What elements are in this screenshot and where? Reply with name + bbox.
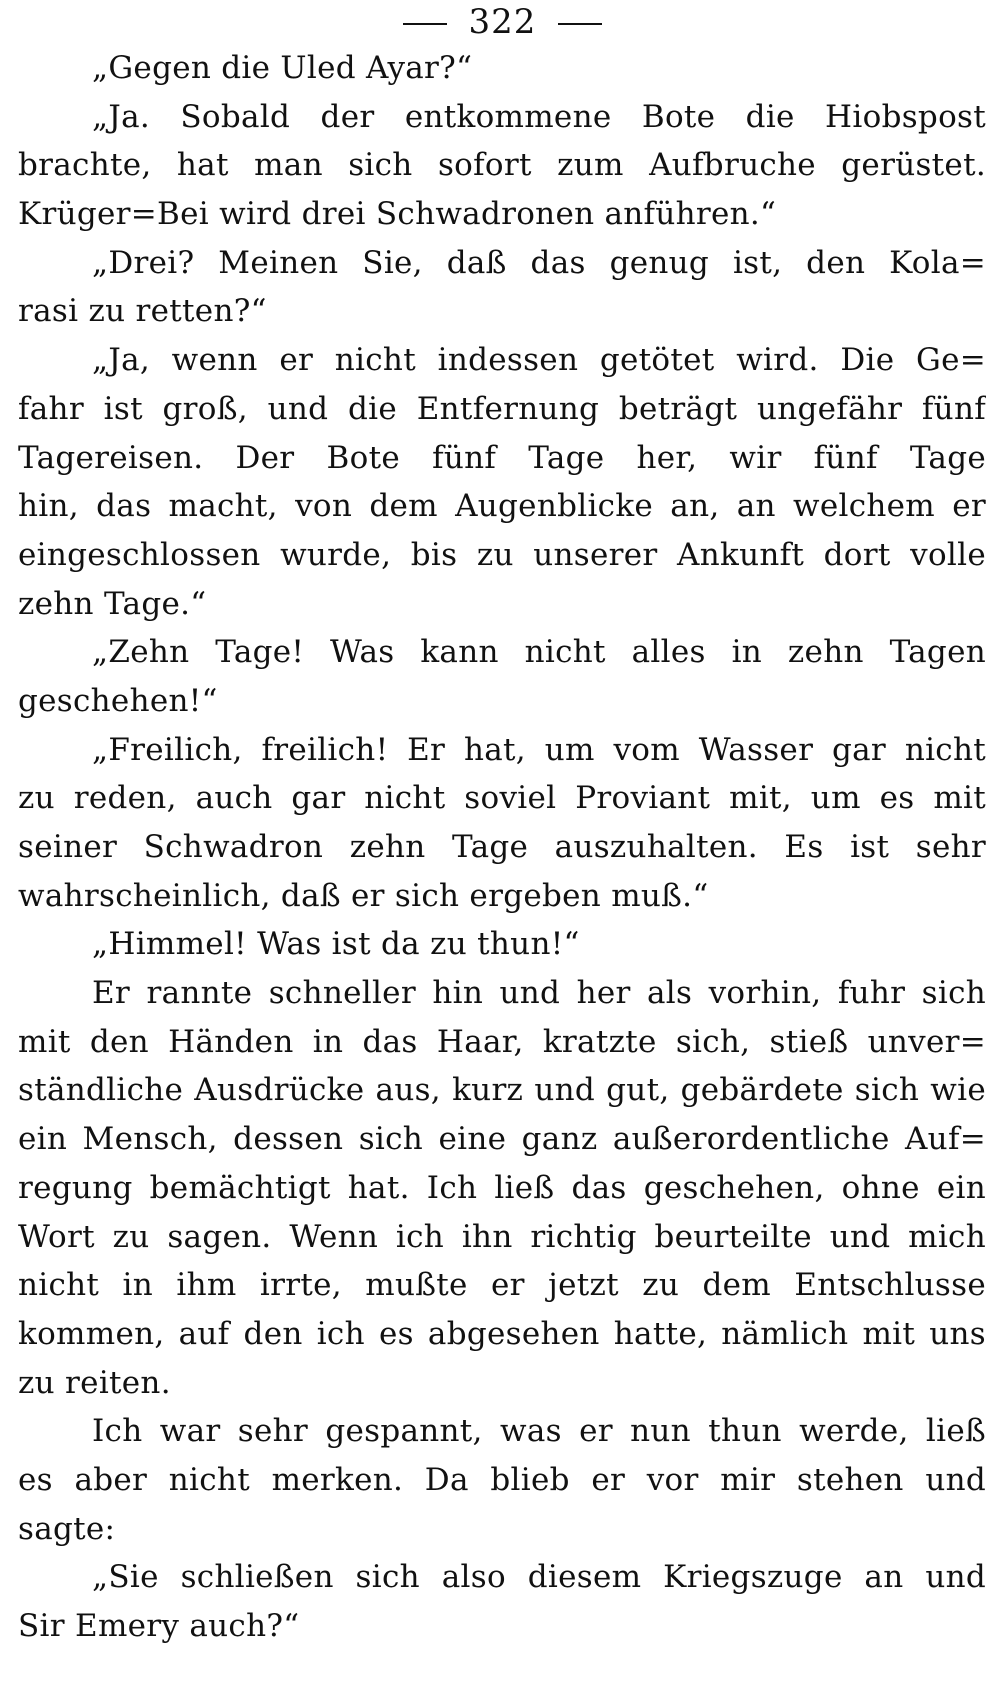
text-line: hin, das macht, von dem Augenblicke an, an welchem er — [18, 488, 986, 525]
text-line: fahr ist groß, und die Entfernung beträgt ungefähr fünf — [18, 390, 986, 427]
page-body-text — [18, 44, 986, 1651]
text-line: seiner Schwadron zehn Tage auszuhalten. Es ist sehr — [18, 829, 986, 865]
header-dash-right — [558, 23, 602, 25]
text-line: „Drei? Meinen Sie, daß das genug ist, den Kola= — [92, 244, 986, 281]
text-line: Krüger=Bei wird drei Schwadronen anführen.“ — [18, 196, 777, 233]
text-line: „Freilich, freilich! Er hat, um vom Wasser gar nicht — [92, 731, 986, 768]
text-line: „Ja, wenn er nicht indessen getötet wird. Die Ge= — [92, 342, 986, 379]
text-line: brachte, hat man sich sofort zum Aufbruche gerüstet. — [18, 147, 986, 184]
text-line: rasi zu retten?“ — [18, 293, 267, 330]
text-line: sagte: — [18, 1510, 116, 1547]
text-line: es aber nicht merken. Da blieb er vor mir stehen und — [18, 1461, 986, 1498]
text-line: „Gegen die Uled Ayar?“ — [92, 50, 473, 86]
page-number: 322 — [468, 2, 537, 42]
text-line: kommen, auf den ich es abgesehen hatte, nämlich mit uns — [18, 1315, 986, 1352]
text-line: Tagereisen. Der Bote fünf Tage her, wir fünf Tage — [18, 439, 986, 476]
text-line: regung bemächtigt hat. Ich ließ das geschehen, ohne ein — [18, 1169, 986, 1206]
text-line: ein Mensch, dessen sich eine ganz außerordentliche Auf= — [18, 1121, 986, 1158]
text-line: Wort zu sagen. Wenn ich ihn richtig beurteilte und mich — [18, 1218, 986, 1255]
text-line: Sir Emery auch?“ — [18, 1608, 300, 1644]
text-line: „Himmel! Was ist da zu thun!“ — [92, 926, 580, 963]
text-line: „Ja. Sobald der entkommene Bote die Hiobspost — [92, 98, 986, 135]
text-line: eingeschlossen wurde, bis zu unserer Ankunft dort volle — [18, 536, 986, 573]
text-line: „Zehn Tage! Was kann nicht alles in zehn Tagen — [92, 634, 986, 671]
text-line: wahrscheinlich, daß er sich ergeben muß.“ — [18, 877, 709, 914]
text-line: „Sie schließen sich also diesem Kriegszuge an und — [92, 1559, 986, 1596]
text-line: mit den Händen in das Haar, kratzte sich, stieß unver= — [18, 1023, 986, 1060]
text-line: geschehen!“ — [18, 682, 218, 719]
page-header — [0, 2, 1005, 42]
text-line: ständliche Ausdrücke aus, kurz und gut, gebärdete sich wie — [18, 1072, 986, 1109]
text-line: Ich war sehr gespannt, was er nun thun werde, ließ — [92, 1413, 986, 1450]
text-line: Er rannte schneller hin und her als vorhin, fuhr sich — [92, 975, 986, 1012]
text-line: zehn Tage.“ — [18, 585, 207, 622]
text-line: zu reiten. — [18, 1364, 171, 1401]
text-line: nicht in ihm irrte, mußte er jetzt zu dem Entschlusse — [18, 1267, 986, 1304]
header-dash-left — [403, 23, 447, 25]
text-line: zu reden, auch gar nicht soviel Proviant mit, um es mit — [18, 780, 986, 817]
